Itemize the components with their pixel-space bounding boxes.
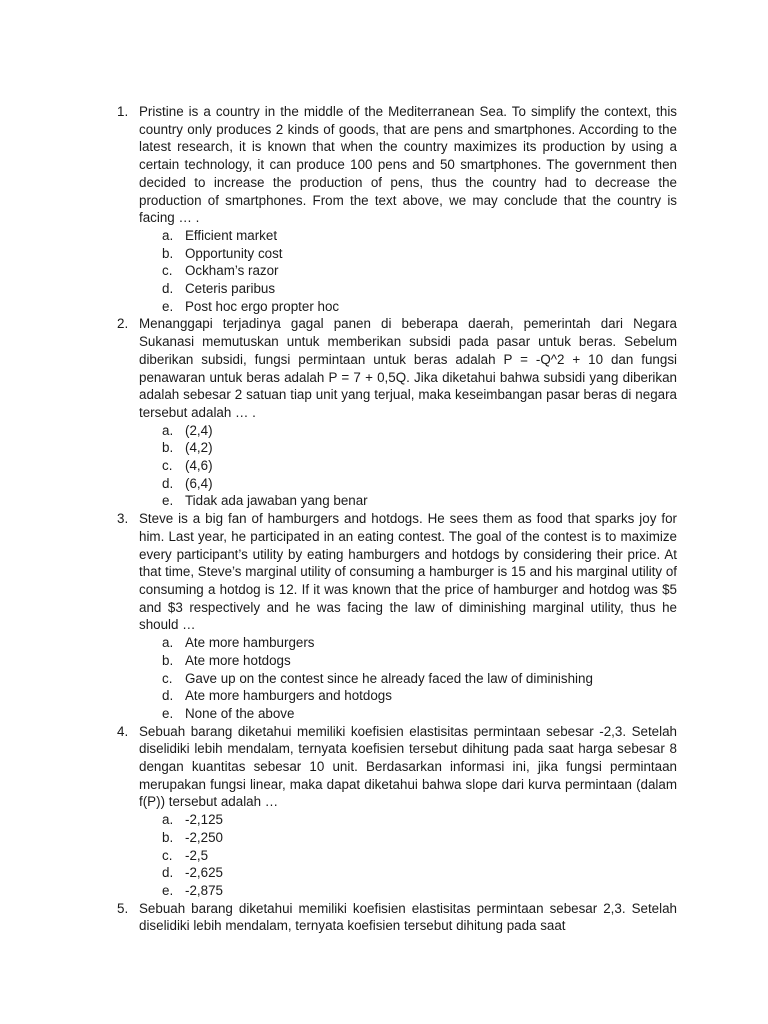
option-letter: c. [162, 458, 173, 474]
question-number: 2. [117, 316, 129, 332]
option-c [162, 670, 677, 688]
option-letter: a. [162, 812, 174, 828]
option-letter: c. [162, 670, 173, 686]
question-list [117, 103, 677, 935]
option-a [162, 227, 677, 245]
option-text: Gave up on the contest since he already faced the law of diminishing [185, 670, 593, 686]
option-c [162, 262, 677, 280]
question-2 [117, 315, 677, 510]
option-text: -2,625 [185, 865, 223, 881]
option-text: Ceteris paribus [185, 281, 276, 297]
option-b [162, 245, 677, 263]
option-letter: a. [162, 227, 174, 243]
option-letter: e. [162, 298, 174, 314]
option-text: None of the above [185, 705, 295, 721]
option-c [162, 847, 677, 865]
option-letter: a. [162, 635, 174, 651]
option-text: Ockham’s razor [185, 263, 279, 279]
option-text: Ate more hamburgers and hotdogs [185, 688, 392, 704]
option-d [162, 280, 677, 298]
question-3 [117, 510, 677, 722]
option-letter: d. [162, 865, 174, 881]
question-number: 1. [117, 104, 129, 119]
option-letter: b. [162, 652, 174, 668]
option-letter: b. [162, 440, 174, 456]
option-text: -2,250 [185, 829, 223, 845]
option-letter: e. [162, 493, 174, 509]
option-list [139, 227, 677, 316]
option-b [162, 652, 677, 670]
option-a [162, 811, 677, 829]
option-text: Post hoc ergo propter hoc [185, 298, 340, 314]
option-text: (2,4) [185, 422, 213, 438]
question-text: Steve is a big fan of hamburgers and hotdogs. He sees them as food that sparks joy for him. Last year, he participated in an eating contest. The goal of the contest is to maximize every participant’s utility by eating hamburgers and hotdogs by considering their price. At that time, Steve’s marginal utility of consuming a hamburger is 15 and his marginal utility of consuming a hotdog is 12. If it was known that the price of hamburger and hotdog was $5 and $3 respectively and he was facing the law of diminishing marginal utility, thus he should … [139, 511, 677, 633]
option-b [162, 829, 677, 847]
option-d [162, 687, 677, 705]
option-letter: c. [162, 847, 173, 863]
question-4 [117, 723, 677, 900]
option-letter: d. [162, 475, 174, 491]
option-text: Ate more hotdogs [185, 652, 291, 668]
option-text: -2,125 [185, 812, 223, 828]
question-text: Sebuah barang diketahui memiliki koefisien elastisitas permintaan sebesar -2,3. Setelah diselidiki lebih mendalam, ternyata koefisien tersebut dihitung pada saat harga sebesar 8 dengan kuantitas sebesar 10 unit. Berdasarkan informasi ini, jika fungsi permintaan merupakan fungsi linear, maka dapat diketahui bahwa slope dari kurva permintaan (dalam f(P)) tersebut adalah … [139, 723, 677, 810]
option-letter: c. [162, 263, 173, 279]
option-text: (6,4) [185, 475, 213, 491]
option-letter: b. [162, 829, 174, 845]
option-text: Ate more hamburgers [185, 635, 315, 651]
option-text: Tidak ada jawaban yang benar [185, 493, 368, 509]
option-list [139, 634, 677, 723]
option-list [139, 811, 677, 900]
option-list [139, 422, 677, 511]
question-text: Menanggapi terjadinya gagal panen di beberapa daerah, pemerintah dari Negara Sukanasi memutuskan untuk memberikan subsidi pada pasar untuk beras. Sebelum diberikan subsidi, fungsi permintaan untuk beras adalah P = -Q^2 + 10 dan fungsi penawaran untuk beras adalah P = 7 + 0,5Q. Jika diketahui bahwa subsidi yang diberikan adalah sebesar 2 satuan tiap unit yang terjual, maka keseimbangan pasar beras di negara tersebut adalah … . [139, 316, 677, 420]
option-e [162, 882, 677, 900]
question-text: Sebuah barang diketahui memiliki koefisien elastisitas permintaan sebesar 2,3. Setelah diselidiki lebih mendalam, ternyata koefisien tersebut dihitung pada saat [139, 900, 677, 934]
option-e [162, 492, 677, 510]
question-text: Pristine is a country in the middle of the Mediterranean Sea. To simplify the context, this country only produces 2 kinds of goods, that are pens and smartphones. According to the latest research, it is known that when the country maximizes its production by using a certain technology, it can produce 100 pens and 50 smartphones. The government then decided to increase the production of pens, thus the country had to decrease the production of smartphones. From the text above, we may conclude that the country is facing … . [139, 104, 677, 226]
option-text: (4,6) [185, 458, 213, 474]
question-1 [117, 103, 677, 315]
option-letter: e. [162, 705, 174, 721]
option-letter: d. [162, 281, 174, 297]
option-e [162, 705, 677, 723]
option-letter: d. [162, 688, 174, 704]
option-text: Opportunity cost [185, 245, 283, 261]
option-text: -2,875 [185, 882, 223, 898]
option-a [162, 422, 677, 440]
question-number: 3. [117, 511, 129, 527]
option-letter: a. [162, 422, 174, 438]
option-d [162, 475, 677, 493]
option-d [162, 864, 677, 882]
option-letter: b. [162, 245, 174, 261]
option-b [162, 439, 677, 457]
option-text: Efficient market [185, 227, 278, 243]
option-letter: e. [162, 882, 174, 898]
option-a [162, 634, 677, 652]
question-number: 4. [117, 723, 129, 739]
option-text: (4,2) [185, 440, 213, 456]
question-number: 5. [117, 900, 129, 916]
option-text: -2,5 [185, 847, 209, 863]
question-5 [117, 900, 677, 935]
option-c [162, 457, 677, 475]
option-e [162, 298, 677, 316]
